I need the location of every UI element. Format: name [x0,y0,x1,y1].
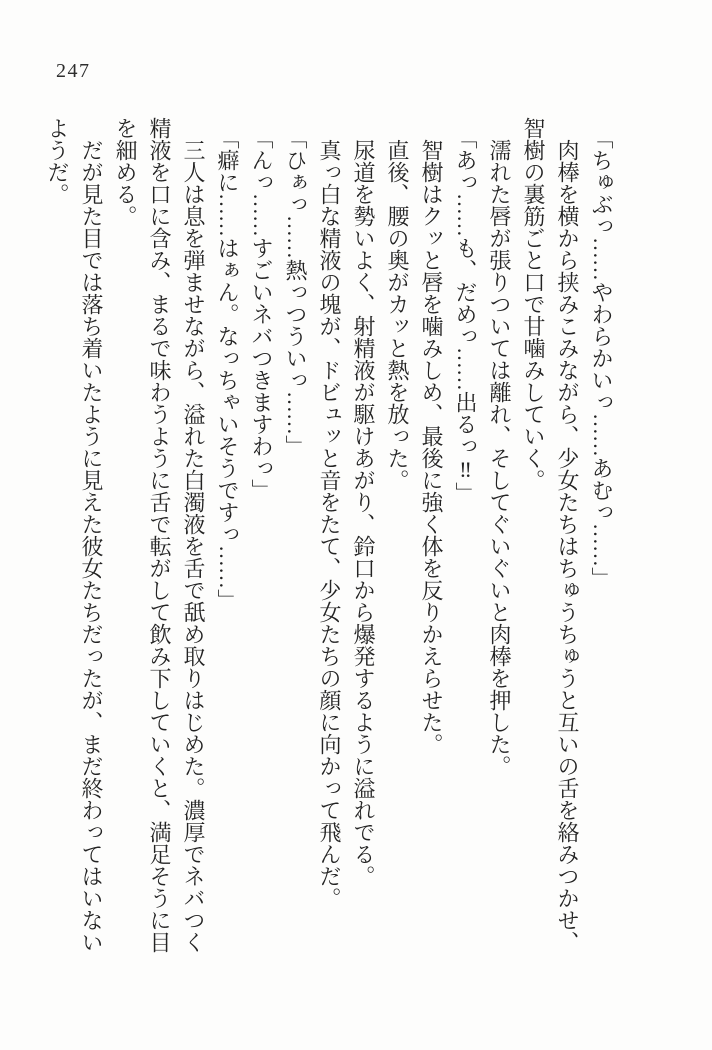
text-line: 「ちゅぶっ……やわらかいっ……あむっ……」 [589,127,614,589]
text-line: 「癖に……はぁん。なっちゃいそうですっ……」 [215,127,240,611]
text-line: ようだ。 [45,117,70,205]
text-line: を細める。 [113,117,138,227]
text-line: 智樹はクッと唇を噛みしめ、最後に強く体を反りかえらせた。 [419,139,444,755]
text-line: 精液を口に含み、まるで味わうように舌で転がして飲み下していくと、満足そうに目 [147,117,172,953]
text-line: 智樹の裏筋ごと口で甘噛みしていく。 [521,117,546,491]
text-line: 三人は息を弾ませながら、溢れた白濁液を舌で舐め取りはじめた。濃厚でネバつく [181,139,206,953]
body-text [36,117,618,965]
text-line: 「ひぁっ……熱っつういっ……」 [283,127,308,457]
text-line: 「あっ……も、だめっ……出るっ‼」 [453,127,478,504]
text-line: 真っ白な精液の塊が、ドビュッと音をたて、少女たちの顔に向かって飛んだ。 [317,139,342,909]
page-number: 247 [56,60,91,82]
text-line: 「んっ……すごいネバつきますわっ」 [249,127,274,501]
text-line: 直後、腰の奥がカッと熱を放った。 [385,139,410,491]
text-line: だが見た目では落ち着いたように見えた彼女たちだったが、まだ終わってはいない [79,139,104,953]
text-line: 濡れた唇が張りついては離れ、そしてぐいぐいと肉棒を押した。 [487,139,512,777]
text-line: 肉棒を横から挟みこみながら、少女たちはちゅうちゅうと互いの舌を絡みつかせ、 [555,139,580,953]
text-line: 尿道を勢いよく、射精液が駆けあがり、鈴口から爆発するように溢れでる。 [351,139,376,887]
